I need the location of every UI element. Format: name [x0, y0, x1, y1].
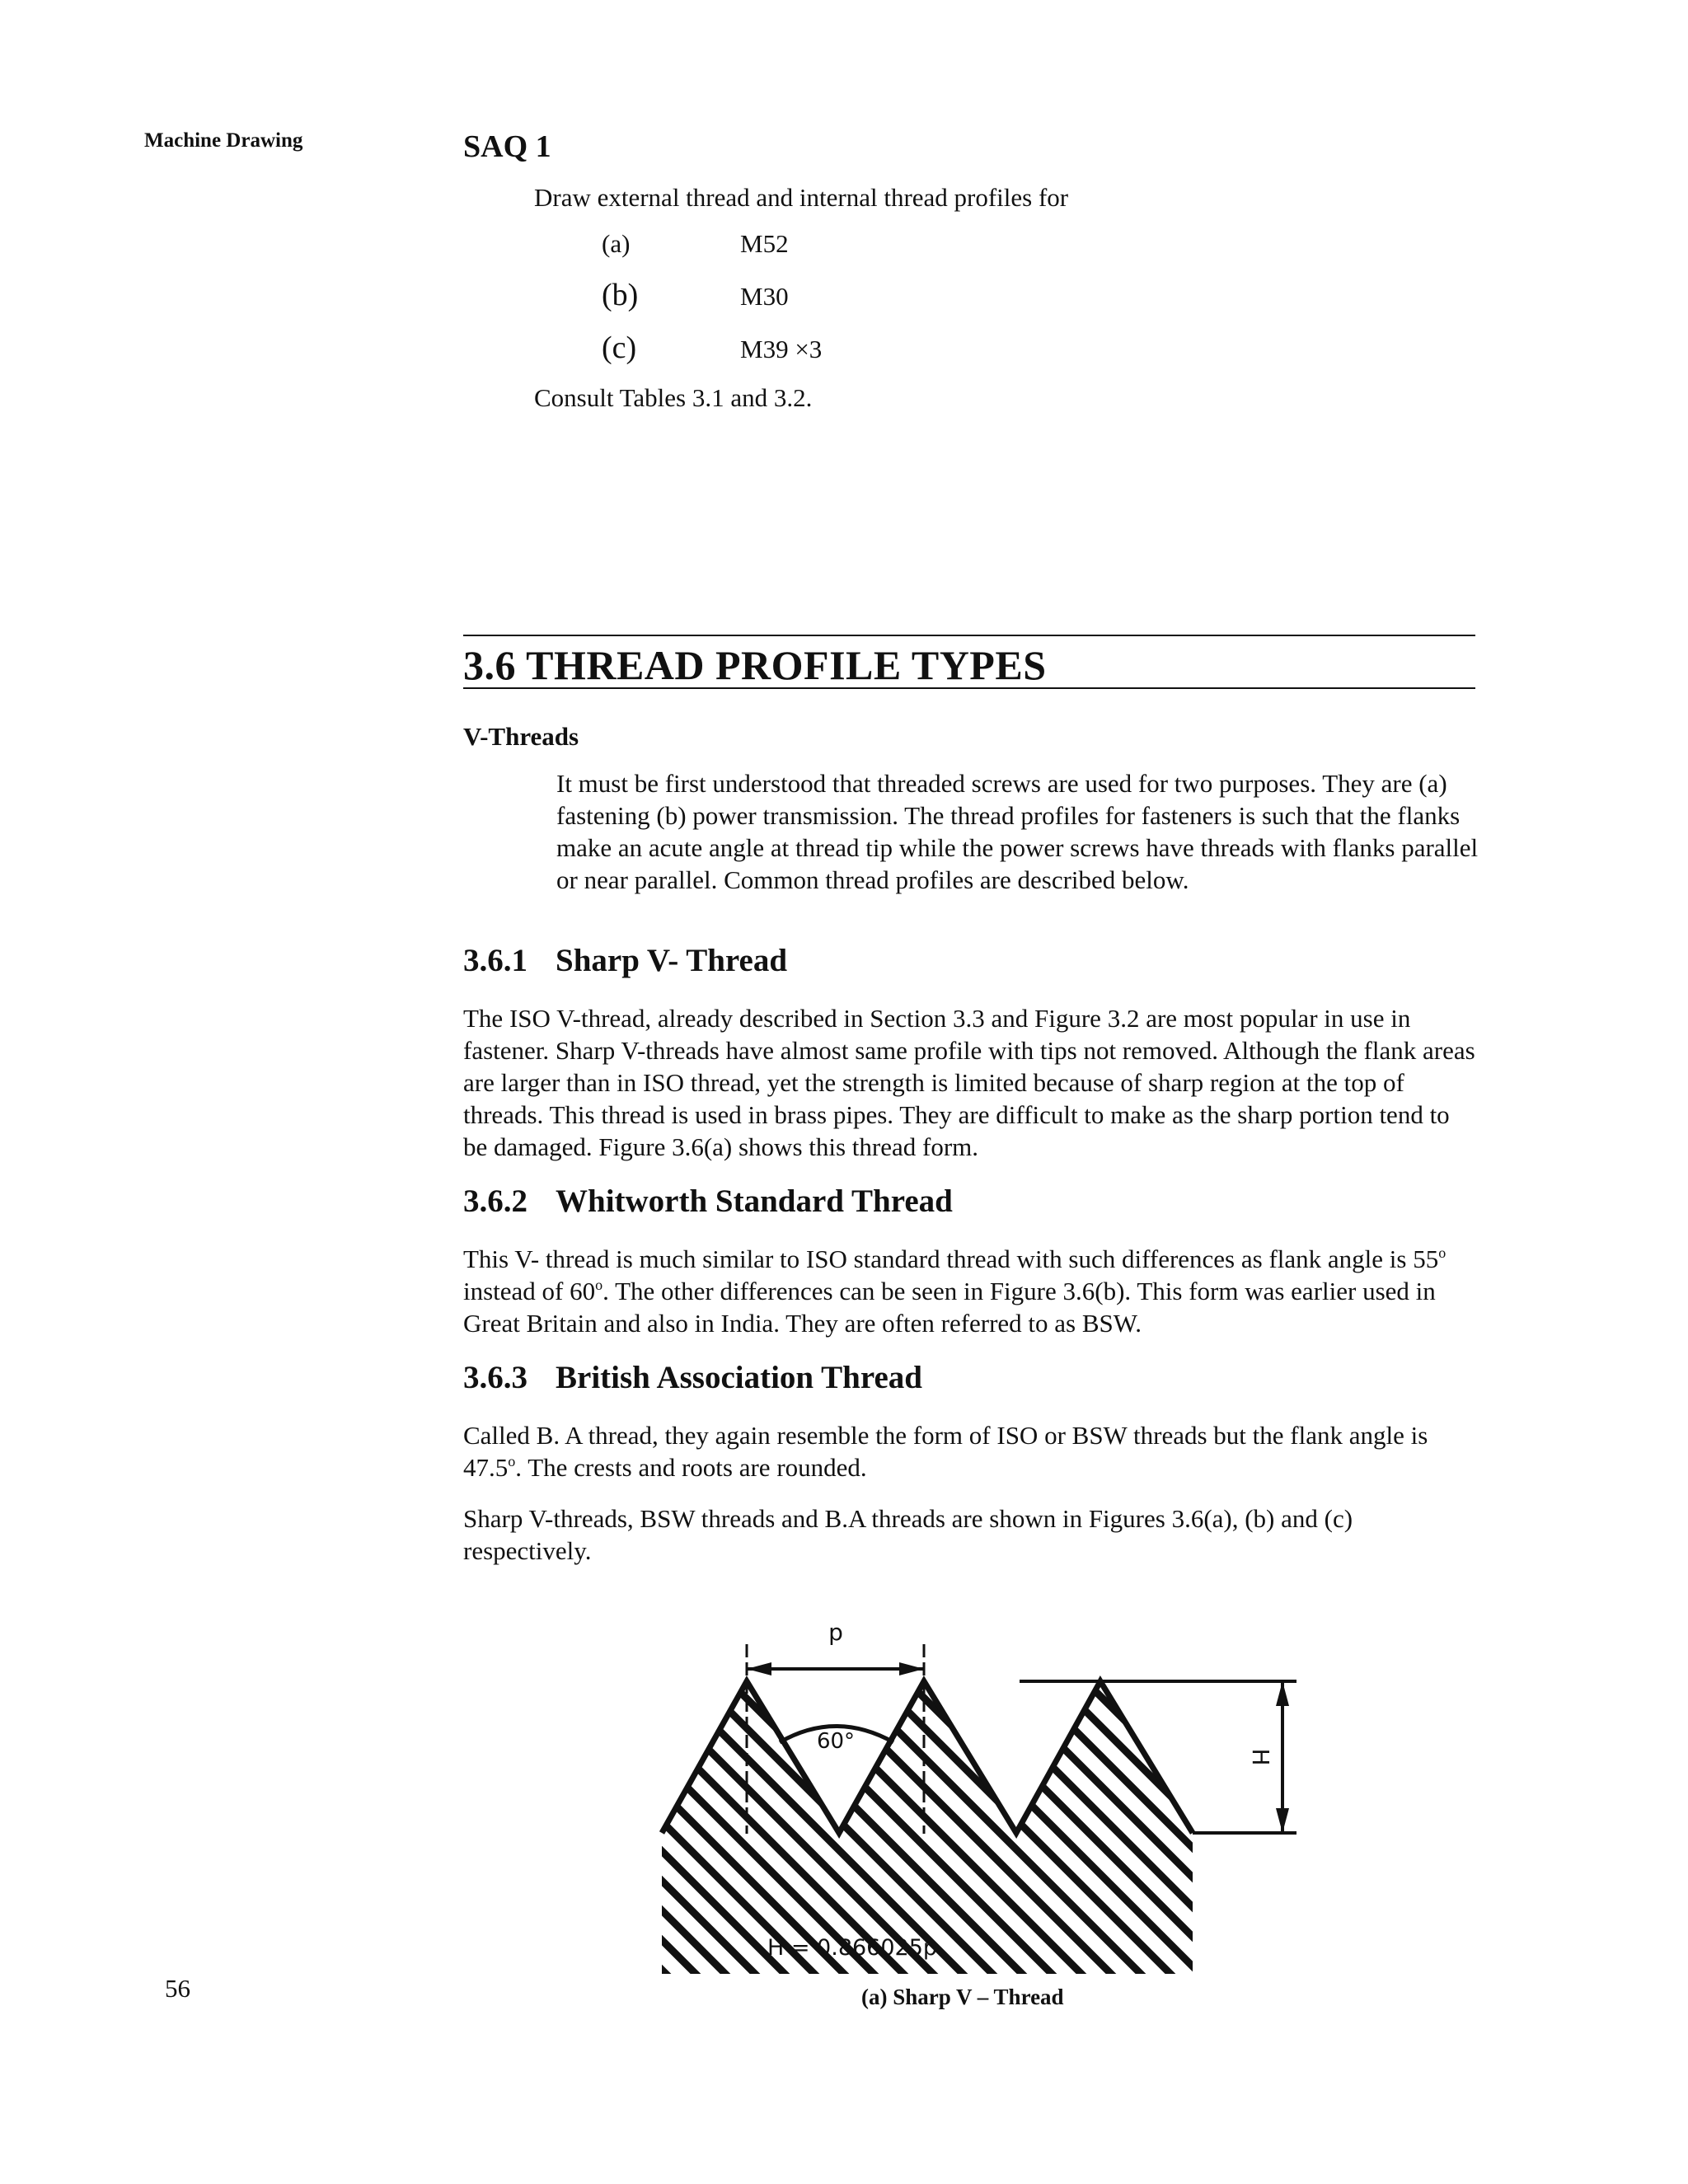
- hatch-line: [641, 1652, 645, 1974]
- section-title: 3.6 THREAD PROFILE TYPES: [463, 642, 1047, 688]
- hatch-line: [968, 1652, 1297, 1974]
- hatch-line: [908, 1652, 1238, 1974]
- intro-paragraph: It must be first understood that threaded screws are used for two purposes. They are (a) fastening (b) power transmission. The thread profiles for fasteners is such that the flanks make an acute angle at thread tip while the power screws have threads with flanks parallel or near parallel. Common thread profiles are described below.: [556, 769, 1479, 894]
- subsection-heading-3-6-1: [463, 942, 787, 979]
- height-formula: H = 0.866025p: [767, 1935, 938, 1961]
- subsection-title: Sharp V- Thread: [556, 943, 788, 978]
- page-number: 56: [165, 1974, 190, 2003]
- pitch-arrow-right: [899, 1662, 924, 1675]
- subsection-title: Whitworth Standard Thread: [556, 1183, 953, 1219]
- hatch-line: [1264, 1652, 1317, 1974]
- subsection-number: 3.6.2: [463, 1183, 528, 1219]
- saq-item-value: M39 ×3: [740, 335, 823, 363]
- saq-title: SAQ 1: [463, 129, 551, 164]
- saq-item-value: M30: [740, 282, 789, 311]
- subsection-title: British Association Thread: [556, 1360, 922, 1395]
- angle-label: 60°: [816, 1729, 856, 1754]
- hatch-line: [1294, 1652, 1317, 1974]
- saq-item-label: (a): [602, 229, 631, 258]
- saq-item-value: M52: [740, 229, 789, 258]
- hatch-line: [1235, 1652, 1317, 1974]
- threads-summary-paragraph: Sharp V-threads, BSW threads and B.A threads are shown in Figures 3.6(a), (b) and (c) respectively.: [463, 1504, 1353, 1565]
- ba-thread-paragraph: Called B. A thread, they again resemble the form of ISO or BSW threads but the flank angle is 47.5$^o$. The crests and roots are rounded.: [463, 1421, 1428, 1482]
- hatch-line: [641, 1652, 674, 1974]
- height-arrow-top: [1276, 1681, 1289, 1706]
- saq-item-label: (b): [602, 278, 639, 312]
- v-threads-heading: V-Threads: [463, 722, 579, 751]
- running-head: Machine Drawing: [144, 129, 303, 152]
- hatch-line: [1175, 1652, 1317, 1974]
- subsection-heading-3-6-3: [463, 1359, 922, 1396]
- hatch-line: [1146, 1652, 1317, 1974]
- thread-hatching: [641, 1652, 1317, 1974]
- saq-consult-note: Consult Tables 3.1 and 3.2.: [534, 383, 813, 412]
- hatch-line: [997, 1652, 1317, 1974]
- saq-instruction: Draw external thread and internal thread profiles for: [534, 183, 1069, 212]
- subsection-heading-3-6-2: [463, 1183, 953, 1220]
- pitch-arrow-left: [747, 1662, 771, 1675]
- sharp-v-thread-paragraph: The ISO V-thread, already described in Section 3.3 and Figure 3.2 are most popular in use in fastener. Sharp V-threads have almost same profile with tips not removed. Although the flank areas are larger than in ISO thread, yet the strength is limited because of sharp region at the top of threads. This thread is used in brass pipes. They are difficult to make as the sharp portion tend to be damaged. Figure 3.6(a) shows this thread form.: [463, 1004, 1475, 1161]
- hatch-line: [1205, 1652, 1317, 1974]
- hatch-line: [730, 1652, 1060, 1974]
- subsection-number: 3.6.3: [463, 1360, 528, 1395]
- saq-item-label: (c): [602, 330, 637, 365]
- whitworth-paragraph: This V- thread is much similar to ISO standard thread with such differences as flank angle is 55$^o$ instead of 60$^o$. The other differences can be seen in Figure 3.6(b). This form was earlier used in Great Britain and also in India. They are often referred to as BSW.: [463, 1244, 1447, 1338]
- sharp-v-thread-figure: [641, 1586, 1317, 1974]
- section-rule-bottom: [463, 687, 1475, 689]
- subsection-number: 3.6.1: [463, 943, 528, 978]
- height-arrow-bottom: [1276, 1808, 1289, 1833]
- figure-caption: (a) Sharp V – Thread: [861, 1985, 1064, 2009]
- section-rule-top: [463, 635, 1475, 636]
- pitch-label: p: [828, 1619, 843, 1646]
- height-label: H: [1247, 1748, 1274, 1766]
